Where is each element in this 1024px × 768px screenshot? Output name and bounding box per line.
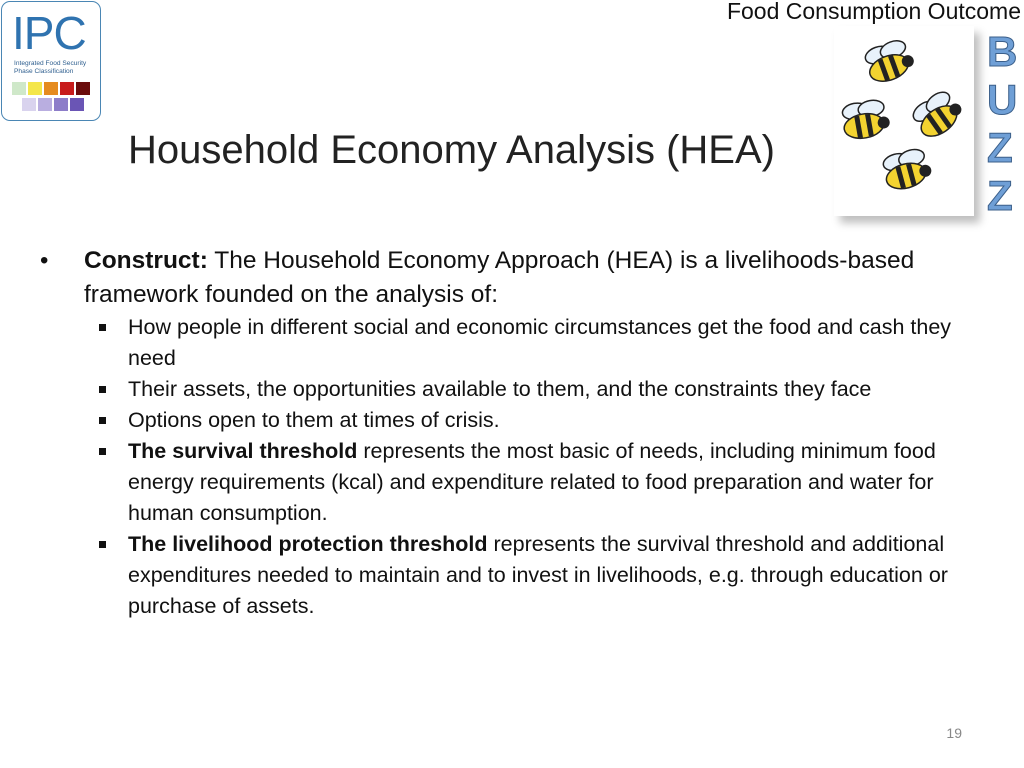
logo-swatch xyxy=(54,98,68,111)
buzz-letter: Z xyxy=(987,124,1013,171)
buzz-letters xyxy=(985,26,1021,216)
bullet-item xyxy=(40,244,970,312)
logo-swatch xyxy=(44,82,58,95)
square-bullet-icon xyxy=(99,386,106,393)
buzz-letter: Z xyxy=(987,172,1013,216)
logo-swatch xyxy=(12,82,26,95)
header-title: Food Consumption Outcome xyxy=(726,0,1021,24)
sub-bullet-item xyxy=(40,374,970,405)
bullet-label: Construct: xyxy=(84,247,208,274)
logo-swatches-top xyxy=(12,82,90,95)
logo-text: IPC xyxy=(12,7,86,59)
page-number: 19 xyxy=(946,725,962,741)
slide-title: Household Economy Analysis (HEA) xyxy=(128,128,775,172)
sub-bullet-text: Their assets, the opportunities available to them, and the constraints they face xyxy=(128,377,872,401)
ipc-logo xyxy=(1,1,101,121)
bees-illustration xyxy=(834,26,974,216)
logo-swatch xyxy=(28,82,42,95)
sub-bullet-bold: The survival threshold xyxy=(128,439,358,463)
logo-swatch xyxy=(76,82,90,95)
logo-swatches-bottom xyxy=(22,98,84,111)
logo-swatch xyxy=(38,98,52,111)
bullet-dot-icon: • xyxy=(40,247,49,274)
logo-swatch xyxy=(60,82,74,95)
square-bullet-icon xyxy=(99,541,106,548)
logo-swatch xyxy=(22,98,36,111)
square-bullet-icon xyxy=(99,417,106,424)
logo-swatch xyxy=(70,98,84,111)
sub-bullet-item xyxy=(40,529,970,622)
sub-bullet-text: How people in different social and economic circumstances get the food and cash they need xyxy=(128,315,952,370)
sub-bullet-text: Options open to them at times of crisis. xyxy=(128,408,500,432)
buzz-letter: U xyxy=(987,76,1018,123)
square-bullet-icon xyxy=(99,324,106,331)
logo-subtitle: Integrated Food Security Phase Classification xyxy=(14,60,87,75)
sub-bullet-item xyxy=(40,436,970,529)
slide-content xyxy=(40,244,970,622)
sub-bullet-item xyxy=(40,405,970,436)
sub-bullet-item xyxy=(40,312,970,374)
sub-bullet-text: represents the most basic of needs, including minimum food energy requirements (kcal) and expenditure related to food preparation and water for human consumption. xyxy=(128,439,936,525)
bullet-text: The Household Economy Approach (HEA) is a livelihoods-based framework founded on the analysis of: xyxy=(84,247,915,308)
bees-icon xyxy=(834,26,974,216)
sub-bullet-bold: The livelihood protection threshold xyxy=(128,532,488,556)
square-bullet-icon xyxy=(99,448,106,455)
buzz-letter: B xyxy=(987,28,1018,75)
sub-bullet-text: represents the survival threshold and additional expenditures needed to maintain and to invest in livelihoods, e.g. through education or purchase of assets. xyxy=(128,532,948,618)
